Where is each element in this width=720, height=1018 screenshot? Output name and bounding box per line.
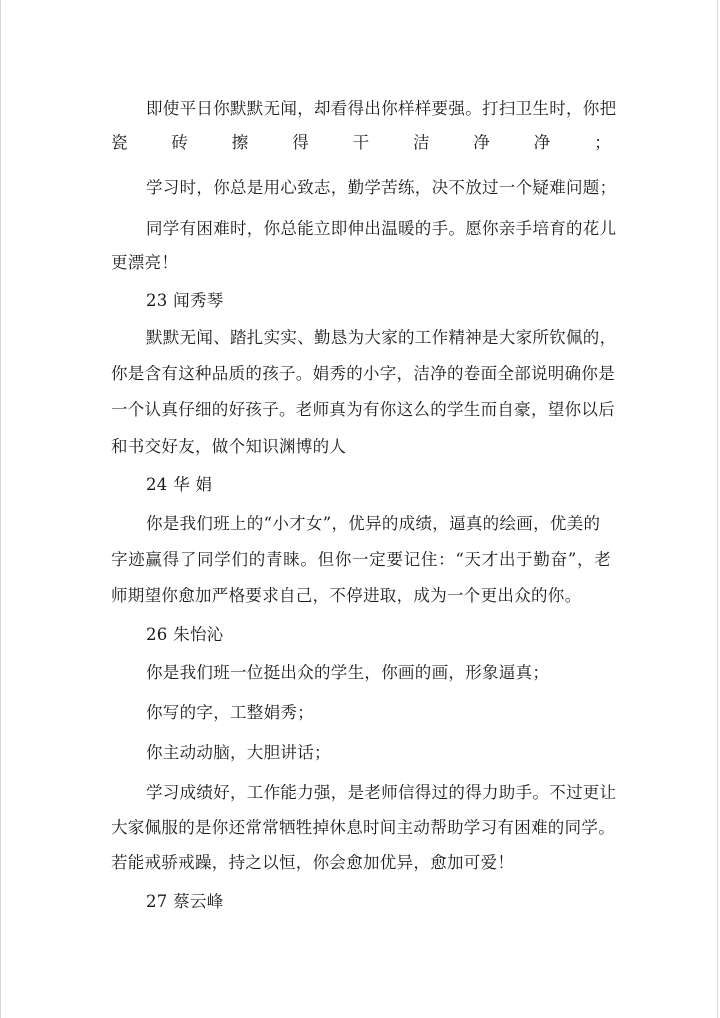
text-line: 你是我们班上的“小才女”，优异的成绩，逼真的绘画，优美的 — [146, 514, 601, 533]
text-line: 同学有困难时，你总能立即伸出温暖的手。愿你亲手培育的花儿 — [146, 219, 617, 238]
text-line: 更漂亮！ — [111, 253, 179, 272]
text-line: 瓷砖擦得干洁净净； — [111, 133, 611, 152]
text-line: 默默无闻、踏扎实实、勤恳为大家的工作精神是大家所钦佩的， — [146, 328, 617, 347]
text-line: 你写的字，工整娟秀； — [146, 703, 314, 722]
text-line: 学习成绩好，工作能力强，是老师信得过的得力助手。不过更让 — [146, 783, 617, 802]
student-heading: 23 闻秀琴 — [146, 291, 224, 310]
text-line: 一个认真仔细的好孩子。老师真为有你这么的学生而自豪，望你以后 — [111, 400, 615, 419]
text-line: 即使平日你默默无闻，却看得出你样样要强。打扫卫生时，你把 — [146, 99, 617, 118]
student-heading: 24 华 娟 — [146, 475, 213, 494]
text-line: 师期望你愈加严格要求自己，不停进取，成为一个更出众的你。 — [111, 586, 582, 605]
text-line: 你是我们班一位挺出众的学生，你画的画，形象逼真； — [146, 663, 550, 682]
text-line: 学习时，你总是用心致志，勤学苦练，决不放过一个疑难问题； — [146, 178, 617, 197]
text-line: 你主动动脑，大胆讲话； — [146, 743, 331, 762]
text-line: 字迹赢得了同学们的青睐。但你一定要记住：“天才出于勤奋”，老 — [111, 550, 611, 569]
text-line: 和书交好友，做个知识渊博的人 — [111, 437, 347, 456]
text-line: 若能戒骄戒躁，持之以恒，你会愈加优异，愈加可爱！ — [111, 853, 515, 872]
student-heading: 27 蔡云峰 — [146, 892, 224, 911]
text-line: 你是含有这种品质的孩子。娟秀的小字，洁净的卷面全部说明确你是 — [111, 364, 615, 383]
student-heading: 26 朱怡沁 — [146, 625, 224, 644]
text-line: 大家佩服的是你还常常牺牲掉休息时间主动帮助学习有困难的同学。 — [111, 818, 615, 837]
